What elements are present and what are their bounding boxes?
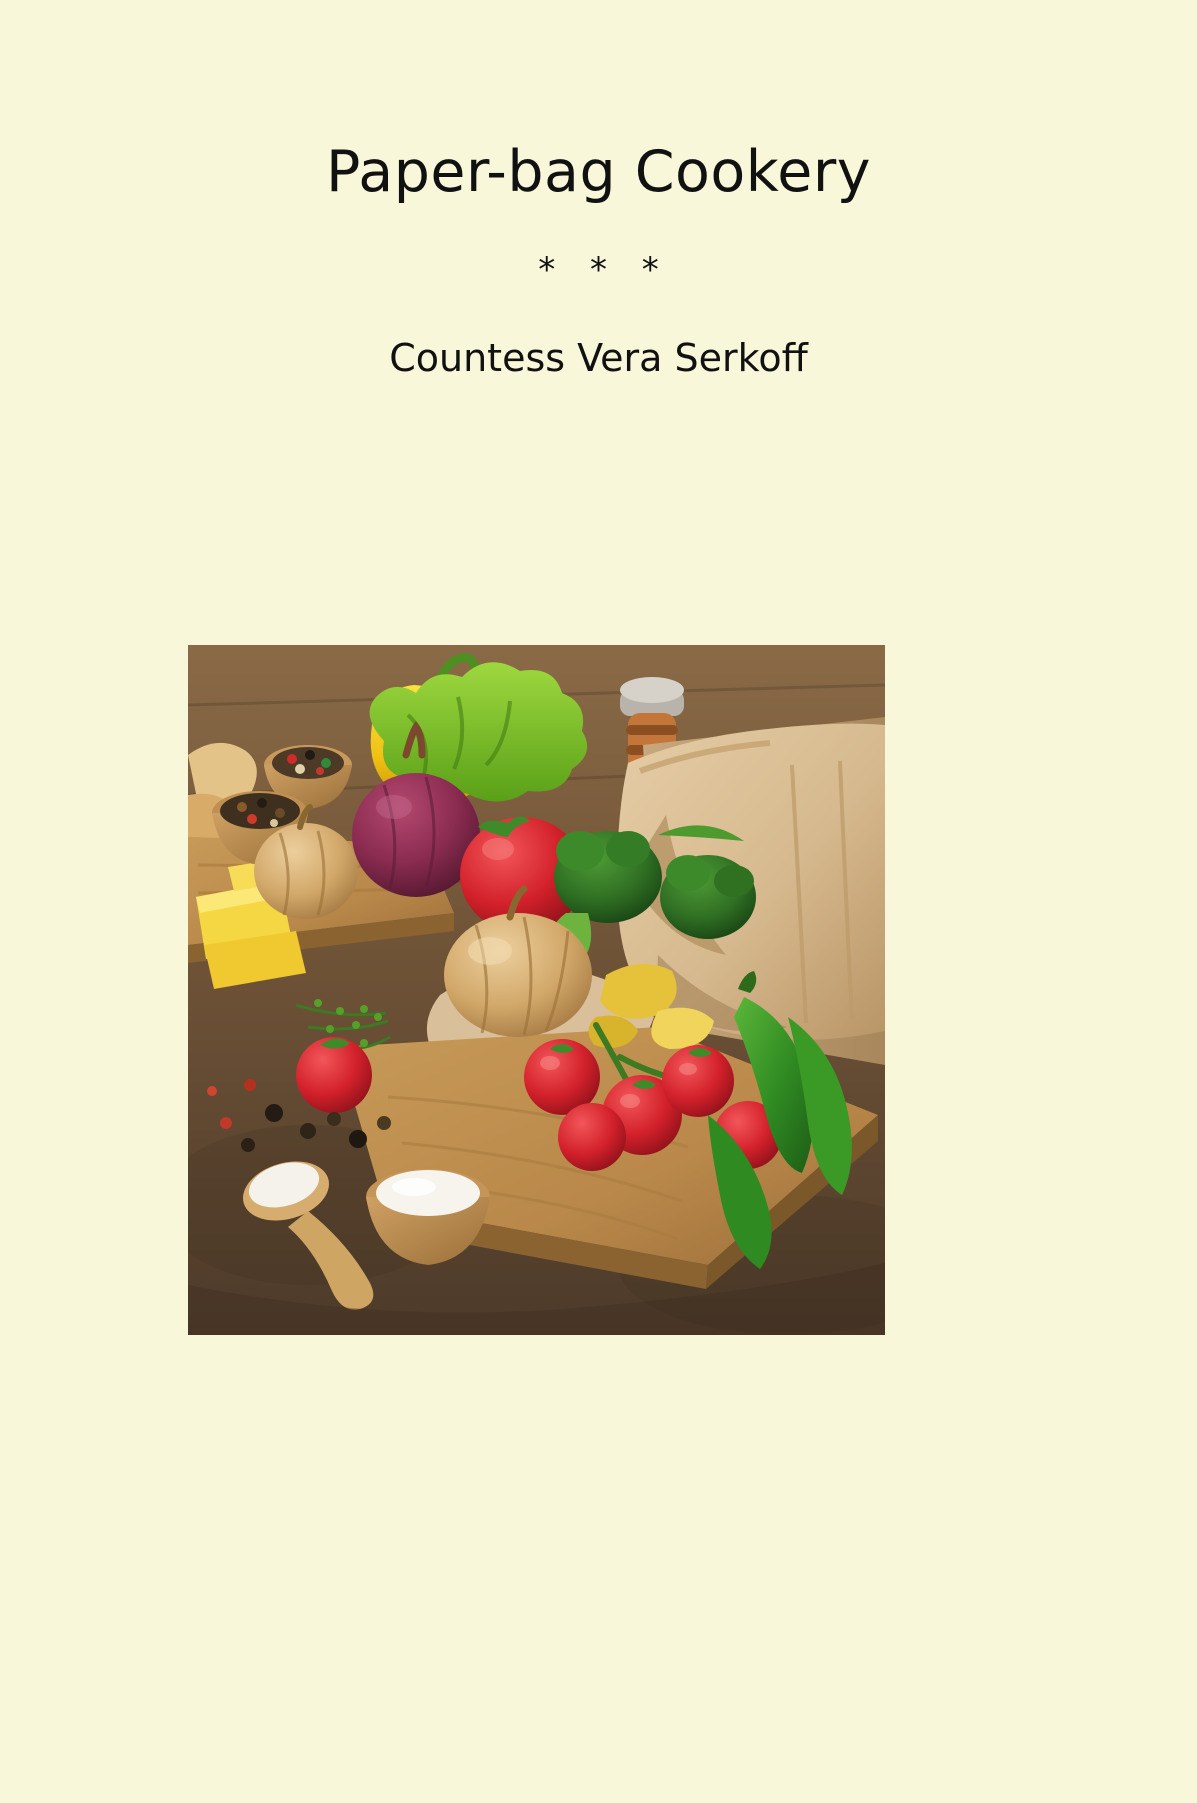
title-divider: * * * <box>538 249 671 290</box>
title-block <box>0 140 1197 380</box>
cover-illustration <box>188 645 885 1335</box>
page-title: Paper-bag Cookery <box>325 139 872 205</box>
author-name: Countess Vera Serkoff <box>389 335 808 380</box>
